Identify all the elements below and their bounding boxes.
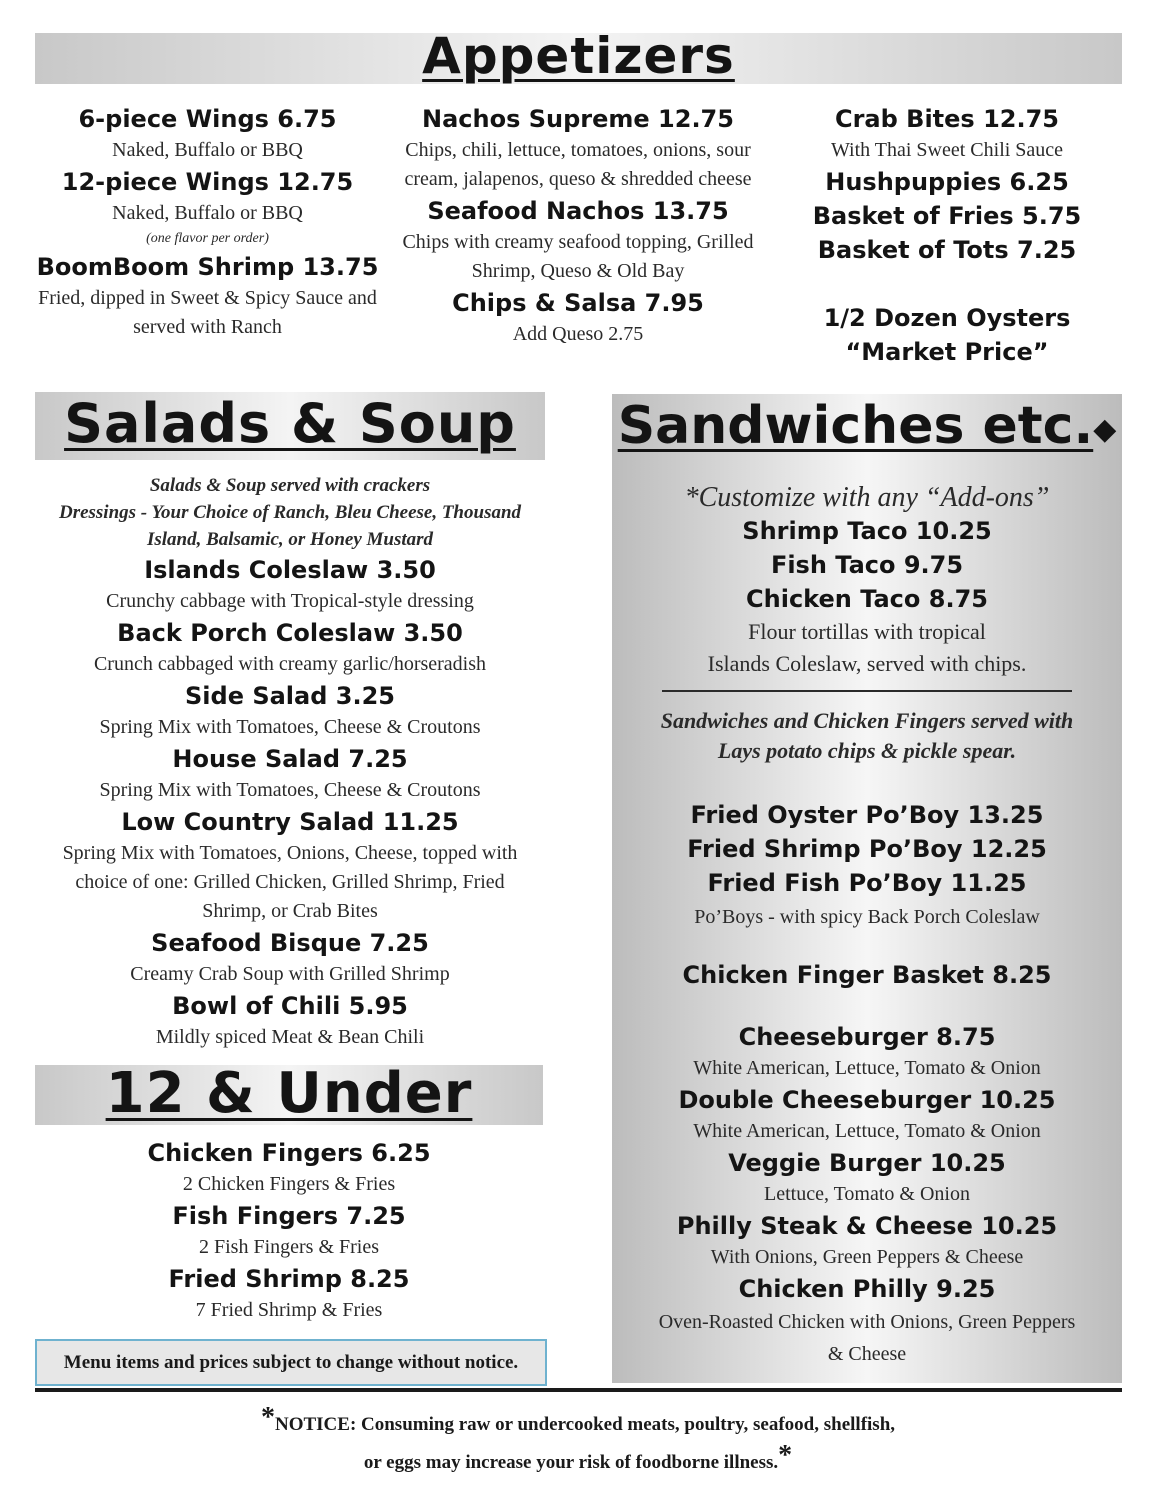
menu-item-name: Fried Shrimp Po’Boy 12.25 — [687, 835, 1047, 863]
menu-item-desc: White American, Lettuce, Tomato & Onion — [693, 1057, 1041, 1079]
diamond-icon: ◆ — [1093, 412, 1117, 447]
menu-item-name: BoomBoom Shrimp 13.75 — [36, 253, 379, 281]
menu-item-desc: Chips, chili, lettuce, tomatoes, onions, sour cream, jalapenos, queso & shredded cheese — [404, 139, 752, 190]
menu-item-name: Chicken Taco 8.75 — [746, 585, 988, 613]
menu-item-name: Bowl of Chili 5.95 — [172, 992, 408, 1020]
menu-item-desc: Add Queso 2.75 — [512, 323, 644, 345]
menu-item-name: Chicken Fingers 6.25 — [147, 1139, 431, 1167]
menu-item-name: Chicken Finger Basket 8.25 — [682, 961, 1052, 989]
sandwiches-title: Sandwiches etc. — [617, 396, 1094, 456]
sandwiches-title-row — [612, 396, 1122, 456]
menu-item-desc: Mildly spiced Meat & Bean Chili — [155, 1026, 425, 1048]
spacer — [612, 934, 1122, 958]
menu-item-name: Islands Coleslaw 3.50 — [144, 556, 436, 584]
menu-item-name: Hushpuppies 6.25 — [825, 168, 1069, 196]
menu-item-name: Chicken Philly 9.25 — [738, 1275, 996, 1303]
notice-text-1: NOTICE: Consuming raw or undercooked meats, poultry, seafood, shellfish, — [274, 1414, 896, 1435]
taco-desc-line: Flour tortillas with tropical — [748, 619, 986, 644]
menu-item-desc: Crunchy cabbage with Tropical-style dressing — [106, 590, 474, 612]
menu-item-name: Fried Shrimp 8.25 — [168, 1265, 410, 1293]
menu-item-name: 6-piece Wings 6.75 — [78, 105, 337, 133]
menu-item-name: Double Cheeseburger 10.25 — [678, 1086, 1056, 1114]
menu-item-name: Fried Fish Po’Boy 11.25 — [707, 869, 1027, 897]
menu-item-desc: Creamy Crab Soup with Grilled Shrimp — [130, 963, 450, 985]
spacer — [612, 992, 1122, 1020]
menu-item-desc: Spring Mix with Tomatoes, Cheese & Croutons — [99, 779, 481, 801]
menu-item-desc: With Onions, Green Peppers & Cheese — [710, 1246, 1024, 1268]
menu-item-name: Chips & Salsa 7.95 — [452, 289, 704, 317]
salads-title: Salads & Soup — [64, 392, 516, 455]
poboy-desc: Po’Boys - with spicy Back Porch Coleslaw — [694, 906, 1040, 928]
menu-item-name: Philly Steak & Cheese 10.25 — [676, 1212, 1058, 1240]
menu-item-name: Fish Fingers 7.25 — [172, 1202, 406, 1230]
menu-item-desc: Crunch cabbaged with creamy garlic/horseradish — [93, 653, 487, 675]
menu-item-desc: Chips with creamy seafood topping, Grilled Shrimp, Queso & Old Bay — [402, 231, 754, 282]
appetizers-title: Appetizers — [422, 27, 735, 85]
section-divider — [662, 690, 1072, 692]
kids-title: 12 & Under — [105, 1061, 473, 1126]
salads-column — [35, 472, 545, 1052]
notice-line-2 — [0, 1440, 1156, 1478]
salads-note-line: Salads & Soup served with crackers — [149, 475, 431, 496]
spacer — [612, 766, 1122, 798]
menu-item-name: Shrimp Taco 10.25 — [742, 517, 992, 545]
menu-item-desc: Oven-Roasted Chicken with Onions, Green Peppers & Cheese — [658, 1311, 1076, 1365]
spacer — [772, 267, 1122, 301]
disclaimer-box: Menu items and prices subject to change without notice. — [35, 1339, 547, 1386]
salads-note-line: Island, Balsamic, or Honey Mustard — [146, 529, 434, 550]
menu-item-name: Fish Taco 9.75 — [770, 551, 964, 579]
menu-item-desc: With Thai Sweet Chili Sauce — [830, 139, 1064, 161]
oysters-line-1: 1/2 Dozen Oysters — [823, 304, 1071, 332]
customize-note: *Customize with any “Add-ons” — [684, 482, 1050, 513]
notice — [0, 1402, 1156, 1478]
appetizers-column-2 — [402, 102, 754, 349]
kids-header-band — [35, 1061, 543, 1126]
menu-item-name: Crab Bites 12.75 — [834, 105, 1059, 133]
salads-note-line: Dressings - Your Choice of Ranch, Bleu Cheese, Thousand — [58, 502, 522, 523]
menu-item-name: Side Salad 3.25 — [185, 682, 395, 710]
menu-item-name: Nachos Supreme 12.75 — [422, 105, 734, 133]
menu-item-desc: Naked, Buffalo or BBQ — [112, 202, 303, 224]
sandwiches-panel — [612, 394, 1122, 1383]
taco-desc-line: Islands Coleslaw, served with chips. — [707, 651, 1027, 676]
menu-item-desc: Naked, Buffalo or BBQ — [112, 139, 303, 161]
menu-item-desc: White American, Lettuce, Tomato & Onion — [693, 1120, 1041, 1142]
menu-item-name: Seafood Bisque 7.25 — [151, 929, 429, 957]
menu-item-desc: Fried, dipped in Sweet & Spicy Sauce and served with Ranch — [38, 287, 377, 338]
kids-column — [35, 1136, 543, 1325]
menu-item-name: House Salad 7.25 — [172, 745, 408, 773]
menu-item-desc: Lettuce, Tomato & Onion — [764, 1183, 970, 1205]
bottom-rule — [35, 1388, 1122, 1392]
menu-item-desc: Spring Mix with Tomatoes, Onions, Cheese, topped with choice of one: Grilled Chicken, Grilled Shrimp, Fried Shrimp, or Crab Bites — [62, 842, 518, 922]
notice-line-1 — [0, 1402, 1156, 1440]
menu-item-desc: 7 Fried Shrimp & Fries — [195, 1299, 383, 1321]
menu-item-name: Low Country Salad 11.25 — [121, 808, 459, 836]
notice-text-2: or eggs may increase your risk of foodborne illness. — [363, 1452, 779, 1473]
sandwiches-column — [612, 482, 1122, 1370]
served-note-line: Sandwiches and Chicken Fingers served with — [660, 708, 1074, 733]
menu-item-name: Veggie Burger 10.25 — [728, 1149, 1006, 1177]
menu-item-desc: 2 Fish Fingers & Fries — [198, 1236, 380, 1258]
menu-item-desc: Spring Mix with Tomatoes, Cheese & Croutons — [99, 716, 481, 738]
asterisk-icon: * — [260, 1402, 275, 1433]
appetizers-header-band — [35, 27, 1122, 85]
menu-item-name: Cheeseburger 8.75 — [738, 1023, 996, 1051]
menu-item-name: Basket of Fries 5.75 — [812, 202, 1082, 230]
menu-item-note: (one flavor per order) — [146, 231, 269, 246]
menu-item-desc: 2 Chicken Fingers & Fries — [182, 1173, 396, 1195]
menu-item-name: Back Porch Coleslaw 3.50 — [117, 619, 463, 647]
appetizers-column-3 — [772, 102, 1122, 369]
menu-item-name: Seafood Nachos 13.75 — [427, 197, 729, 225]
appetizers-column-1 — [30, 102, 385, 342]
salads-header-band — [35, 392, 545, 460]
asterisk-icon: * — [778, 1440, 793, 1471]
menu-item-name: Fried Oyster Po’Boy 13.25 — [690, 801, 1044, 829]
oysters-line-2: “Market Price” — [845, 338, 1049, 366]
menu-item-name: Basket of Tots 7.25 — [817, 236, 1077, 264]
served-note-line: Lays potato chips & pickle spear. — [717, 738, 1017, 763]
menu-item-name: 12-piece Wings 12.75 — [61, 168, 354, 196]
